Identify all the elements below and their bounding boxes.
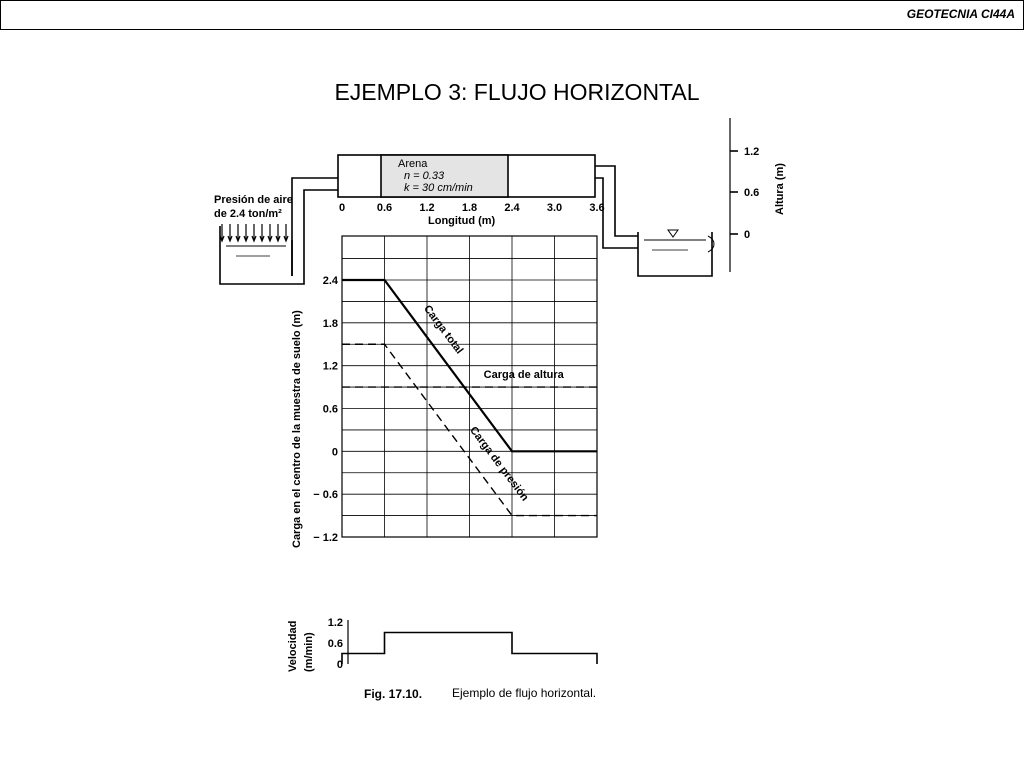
permeability-label: k = 30 cm/min	[404, 182, 473, 194]
height-tick-label: 1.2	[744, 146, 760, 158]
pressure-arrow-icon	[268, 224, 272, 241]
head-chart-y-ticks	[313, 275, 339, 544]
head-y-tick-label: 0.6	[322, 403, 338, 416]
height-tick-label: 0	[744, 229, 751, 241]
head-y-tick-label: − 0.6	[313, 489, 338, 502]
velocity-y-tick-label: 1.2	[327, 617, 343, 629]
length-ticks	[339, 202, 605, 214]
pressure-arrow-icon	[276, 224, 280, 241]
head-chart-y-label: Carga en el centro de la muestra de suelo (m)	[291, 310, 303, 548]
velocity-chart	[287, 617, 597, 672]
sand-label: Arena	[398, 158, 428, 170]
series-label: Carga de altura	[483, 368, 564, 381]
pressure-arrow-icon	[236, 224, 240, 241]
head-chart-grid	[342, 236, 597, 537]
right-pipe-inner	[595, 166, 638, 236]
velocity-chart-series	[342, 633, 597, 665]
pressure-arrow-icon	[252, 224, 256, 241]
porosity-label: n = 0.33	[404, 170, 445, 182]
header-label: GEOTECNIA CI44A	[906, 7, 1015, 21]
flow-apparatus-diagram	[220, 118, 738, 284]
length-axis-label: Longitud (m)	[428, 215, 496, 227]
height-ticks	[744, 146, 759, 241]
figure-caption-number: Fig. 17.10.	[364, 687, 423, 701]
velocity-series-line	[342, 633, 597, 665]
head-chart	[291, 236, 597, 548]
length-tick-label: 3.6	[589, 202, 605, 214]
series-label: Carga total	[421, 303, 466, 357]
pressure-arrow-icon	[260, 224, 264, 241]
overflow-icon	[708, 236, 714, 252]
length-tick-label: 1.2	[419, 202, 435, 214]
air-pressure-label-1: Presión de aire	[214, 194, 293, 206]
figure-caption-text: Ejemplo de flujo horizontal.	[452, 686, 597, 700]
head-y-tick-label: 1.2	[322, 360, 338, 373]
air-pressure-arrows-icon	[220, 224, 288, 241]
head-chart-series-labels	[421, 303, 565, 504]
velocity-y-label-2: (m/min)	[303, 632, 315, 672]
head-y-tick-label: − 1.2	[313, 532, 338, 544]
water-level-icon	[668, 230, 678, 237]
series-label: Carga de presión	[467, 424, 531, 504]
length-tick-label: 0.6	[376, 202, 393, 214]
left-pipe-inner	[292, 178, 338, 276]
height-axis-label: Altura (m)	[774, 163, 786, 215]
velocity-y-tick-label: 0.6	[327, 638, 343, 650]
height-tick-label: 0.6	[744, 187, 760, 199]
length-tick-label: 1.8	[461, 202, 478, 214]
length-tick-label: 2.4	[504, 202, 520, 214]
head-y-tick-label: 1.8	[322, 317, 338, 330]
velocity-y-label-1: Velocidad	[287, 620, 299, 672]
pressure-arrow-icon	[228, 224, 232, 241]
slide-title: EJEMPLO 3: FLUJO HORIZONTAL	[334, 79, 700, 105]
velocity-chart-y-ticks	[328, 617, 343, 671]
head-y-tick-label: 0	[331, 446, 338, 459]
right-tank	[638, 232, 712, 276]
pressure-arrow-icon	[284, 224, 288, 241]
length-tick-label: 0	[338, 202, 346, 214]
pressure-arrow-icon	[244, 224, 248, 241]
left-pipe-outer	[304, 190, 338, 276]
length-tick-label: 3.0	[546, 202, 563, 214]
head-y-tick-label: 2.4	[322, 275, 338, 287]
air-pressure-label-2: de 2.4 ton/m²	[214, 208, 282, 220]
velocity-y-tick-label: 0	[336, 659, 343, 671]
